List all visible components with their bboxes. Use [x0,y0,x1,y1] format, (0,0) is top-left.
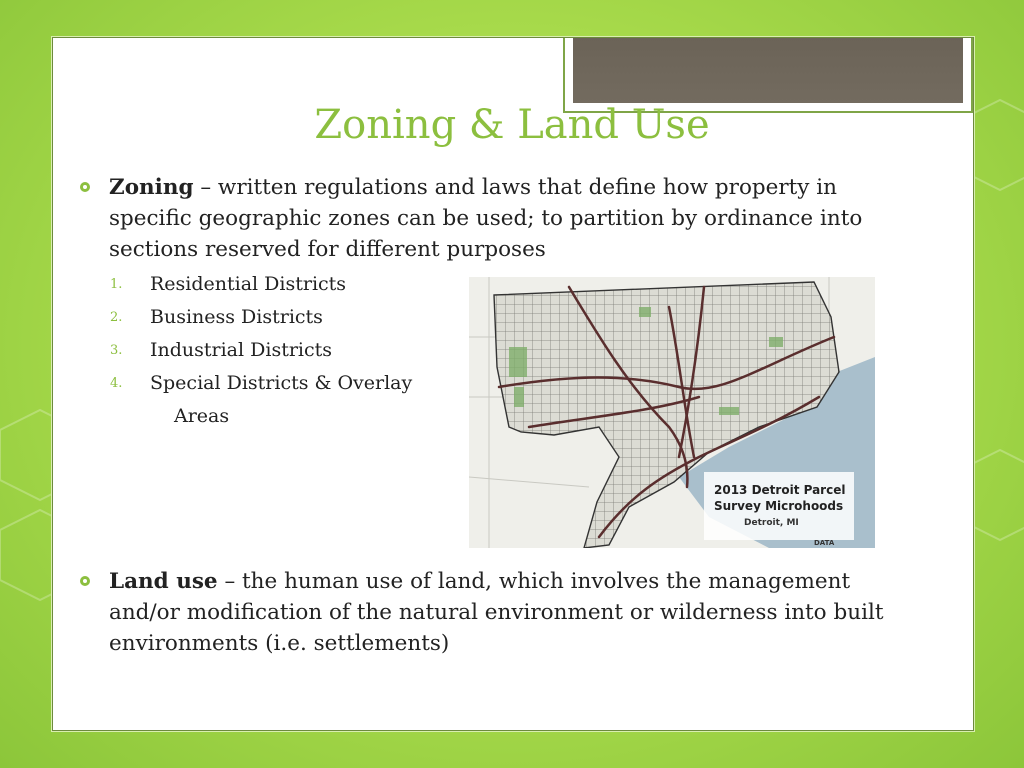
district-label: Special Districts & Overlay [150,372,413,394]
definition-zoning: – written regulations and laws that define how property in specific geographic zones can be used; to partition by ordinance into sections reserved for different purposes [109,175,863,262]
district-number: 4. [110,376,123,391]
district-label: Industrial Districts [150,339,333,361]
map-logo-text: DATA [814,539,835,547]
district-item [110,303,470,336]
district-item [110,369,470,402]
map-caption-line1: 2013 Detroit Parcel [714,483,846,497]
bullet-land-use [80,566,915,659]
bullet-circle-icon [80,182,90,192]
map-graphic [469,277,875,548]
district-item [110,336,470,369]
district-number: 1. [110,277,123,292]
district-number: 3. [110,343,123,358]
district-item [110,270,470,303]
bullet-zoning [80,172,915,265]
term-zoning: Zoning [109,175,194,200]
district-item-continuation [110,402,470,435]
map-caption-line3: Detroit, MI [744,518,799,528]
detroit-map-image [469,277,875,548]
definition-land-use: – the human use of land, which involves the management and/or modification of the natural environment or wilderness into built environments (i.e. settlements) [109,569,884,656]
district-label: Residential Districts [150,273,347,295]
term-land-use: Land use [109,569,218,594]
district-label-continuation: Areas [174,405,230,427]
district-label: Business Districts [150,306,323,328]
photo-fill [573,38,963,103]
district-number: 2. [110,310,123,325]
bullet-circle-icon [80,576,90,586]
map-caption-line2: Survey Microhoods [714,499,844,513]
slide-title: Zoning & Land Use [314,102,710,148]
districts-list [110,270,470,435]
